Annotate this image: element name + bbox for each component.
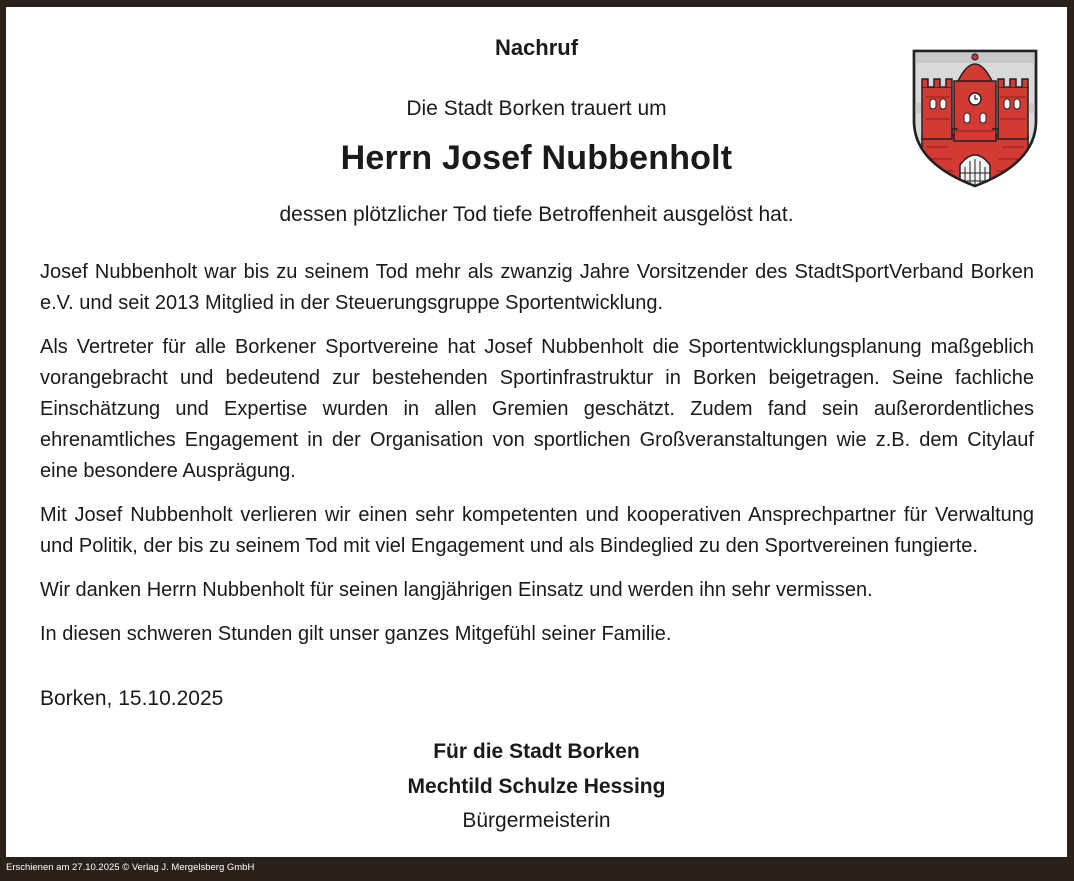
signature-role: Bürgermeisterin [462, 809, 611, 832]
body-paragraph: Josef Nubbenholt war bis zu seinem Tod mehr als zwanzig Jahre Vorsitzender des StadtSportVerband Borken e.V. und seit 2013 Mitglied in der Steuerungsgruppe Sportentwicklung. [40, 261, 1034, 314]
notice-lead: Die Stadt Borken trauert um [406, 97, 667, 120]
notice-subline: dessen plötzlicher Tod tiefe Betroffenheit ausgelöst hat. [279, 203, 794, 226]
body-paragraph: Mit Josef Nubbenholt verlieren wir einen sehr kompetenten und kooperativen Ansprechpartner für Verwaltung und Politik, der bis zu seinem Tod mit viel Engagement und als Bindeglied zu den Sportvereinen fungierte. [40, 504, 1034, 557]
place-date: Borken, 15.10.2025 [40, 687, 224, 710]
body-paragraph: Wir danken Herrn Nubbenholt für seinen langjährigen Einsatz und werden ihn sehr vermissen. [40, 579, 873, 601]
notice-title: Nachruf [494, 35, 579, 60]
body-paragraph: In diesen schweren Stunden gilt unser ganzes Mitgefühl seiner Familie. [40, 623, 672, 645]
deceased-name: Herrn Josef Nubbenholt [340, 139, 733, 177]
signature-organization: Für die Stadt Borken [433, 740, 640, 763]
body-paragraph: Als Vertreter für alle Borkener Sportvereine hat Josef Nubbenholt die Sportentwicklungsplanung maßgeblich vorangebracht und bedeutend zur bestehenden Sportinfrastruktur in Borken beigetragen. Seine fachliche Einschätzung und Expertise wurden in allen Gremien geschätzt. Zudem fand sein außerordentliches ehrenamtliches Engagement in der Organisation von sportlichen Großveranstaltungen wie z.B. dem Citylauf eine besondere Ausprägung. [40, 336, 1034, 482]
obituary-notice [6, 7, 1067, 857]
notice-body [40, 257, 1034, 663]
signature-name: Mechtild Schulze Hessing [407, 775, 666, 798]
publication-footer: Erschienen am 27.10.2025 © Verlag J. Mergelsberg GmbH [6, 862, 255, 873]
